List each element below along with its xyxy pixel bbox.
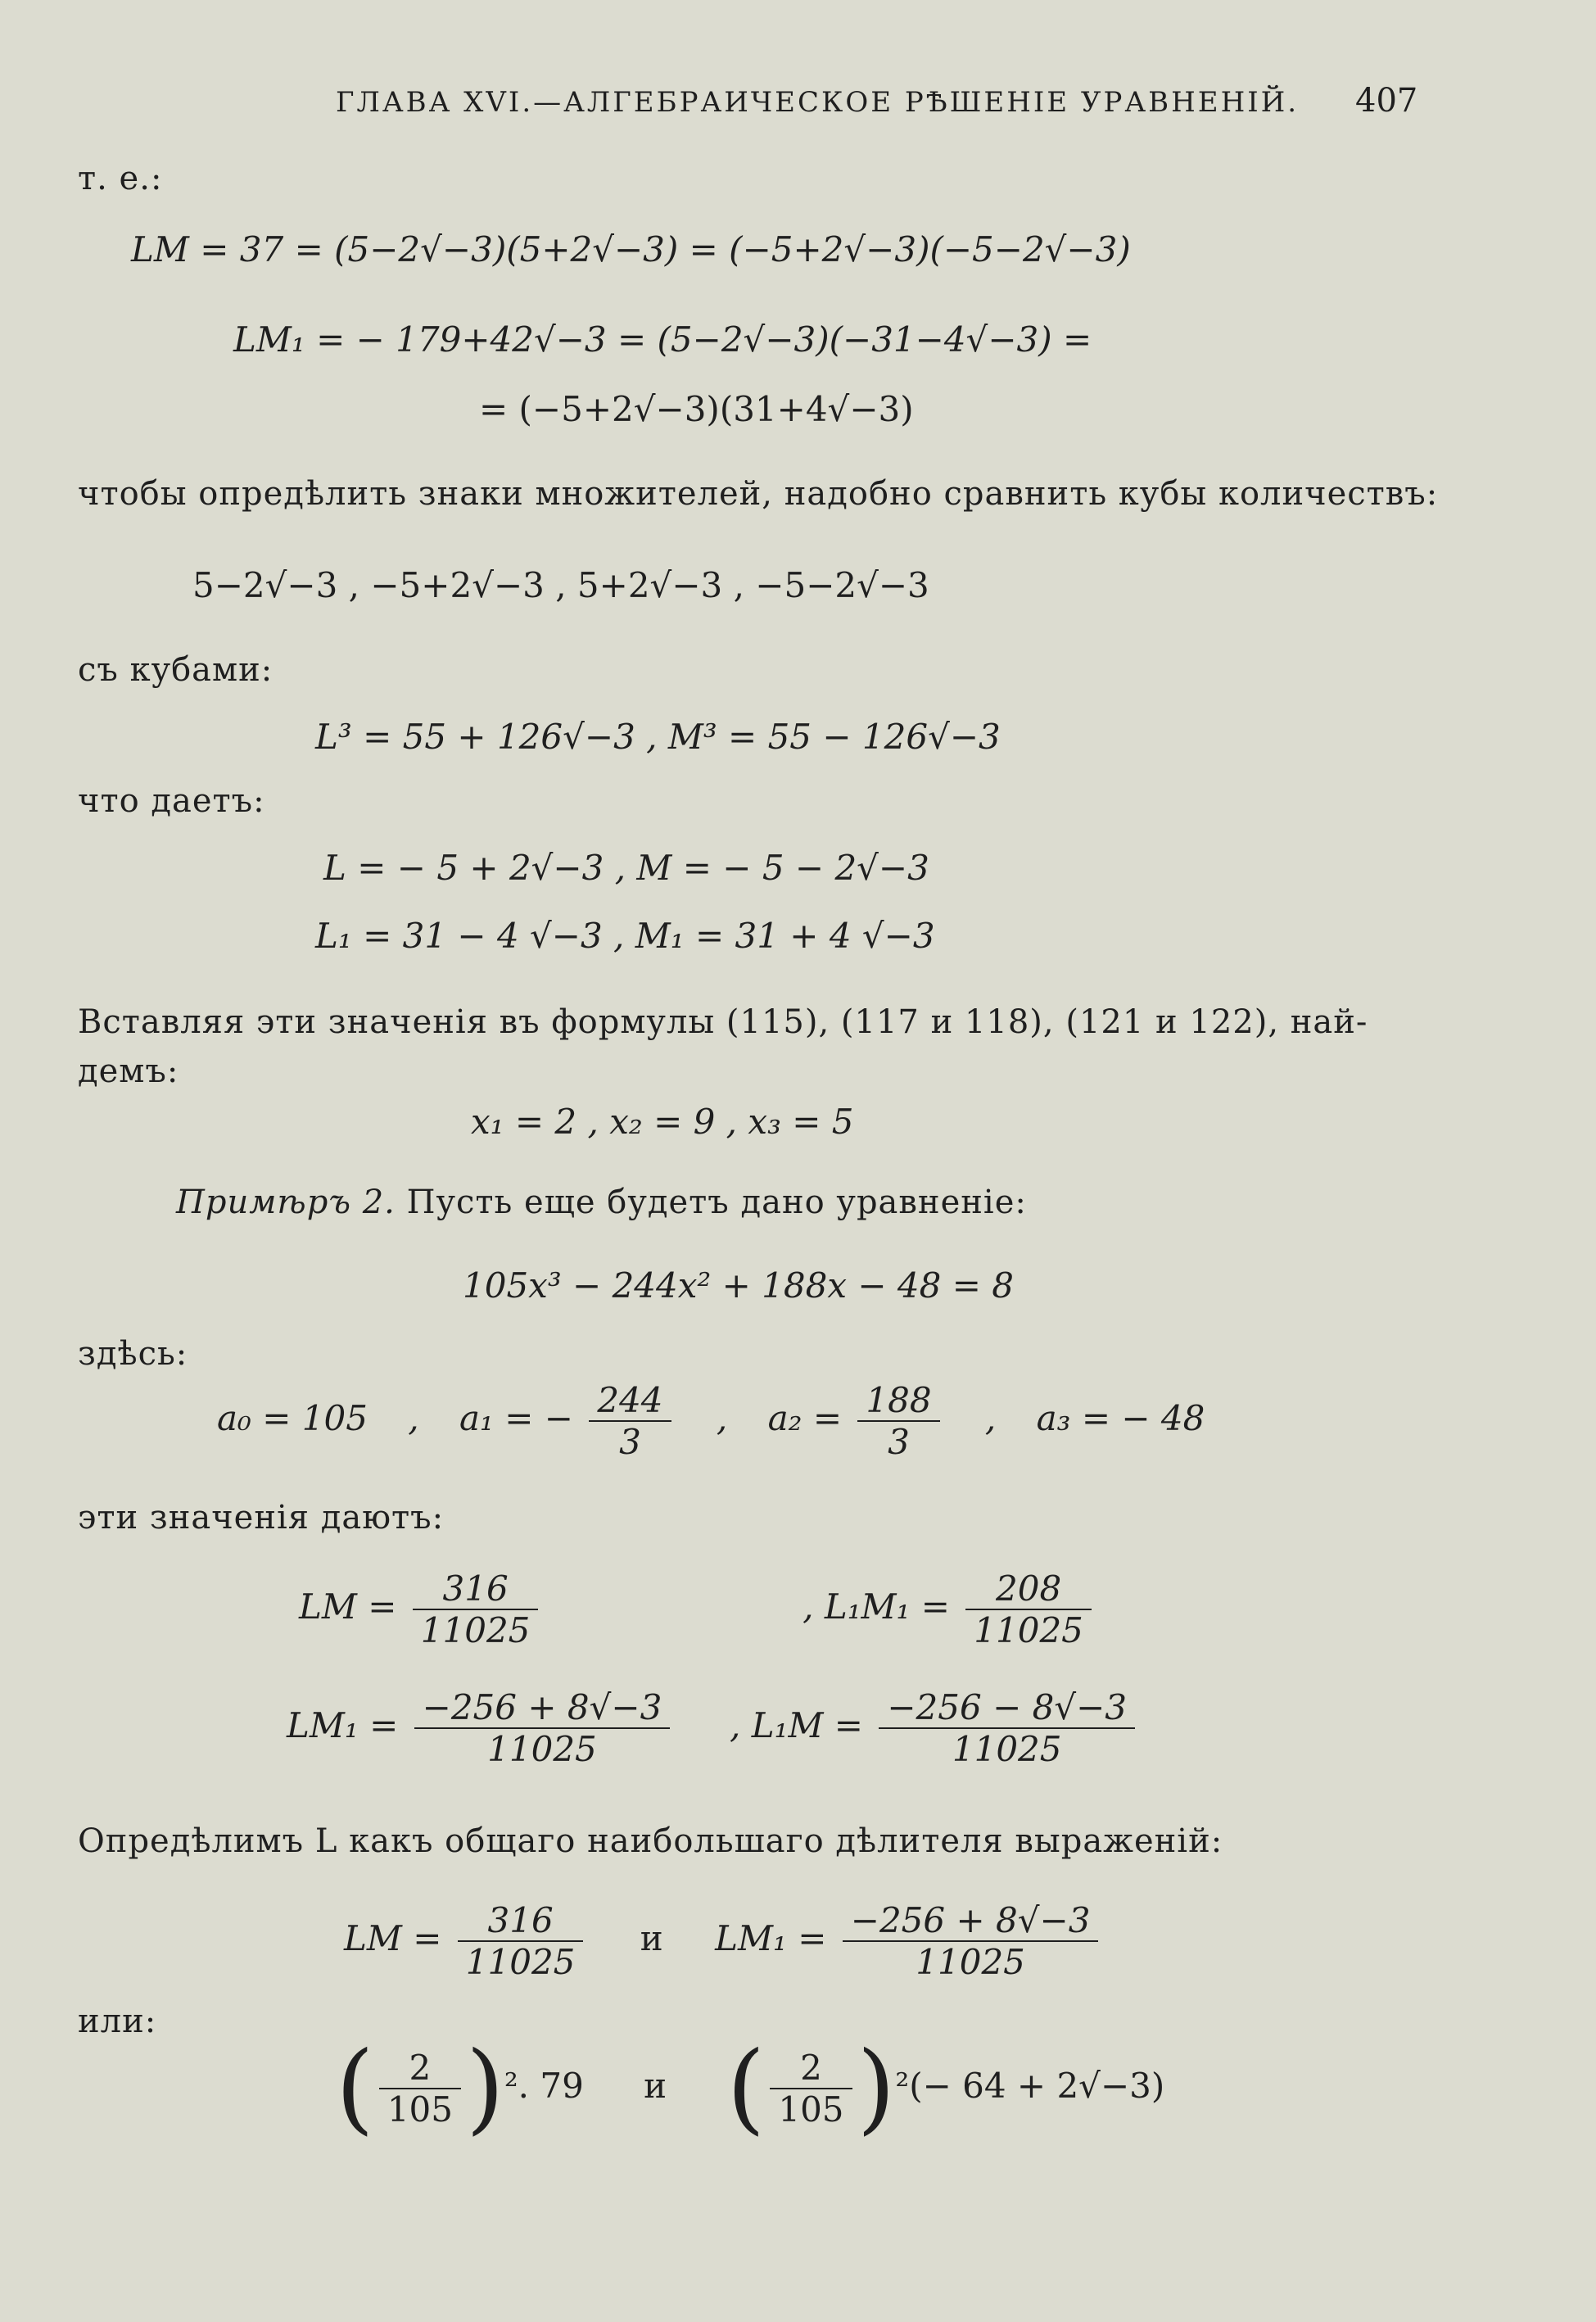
- page-number: 407: [1355, 82, 1418, 120]
- coef-a0: a₀ = 105: [217, 1398, 368, 1438]
- or-right-tail: ²(− 64 + 2√−3): [895, 2066, 1165, 2106]
- equation-roots: x₁ = 2 , x₂ = 9 , x₃ = 5: [471, 1102, 854, 1142]
- equation-cubes: L³ = 55 + 126√−3 , M³ = 55 − 126√−3: [315, 717, 1001, 757]
- coef-a3: a₃ = − 48: [1036, 1398, 1205, 1438]
- coef-a1-lhs: a₁ = −: [459, 1398, 573, 1438]
- lm-fraction: $\frac{316}{11025}$: [413, 1568, 539, 1650]
- paragraph-signs: чтобы опредѣлить знаки множителей, надобно сравнить кубы количествъ:: [78, 475, 1439, 513]
- or-left-tail: ². 79: [504, 2066, 584, 2106]
- equation-L-M: L = − 5 + 2√−3 , M = − 5 − 2√−3: [323, 848, 929, 888]
- lm1-fraction: $\frac{-256 + 8√-3}{11025}$: [414, 1687, 671, 1769]
- paragraph-insert-b: демъ:: [78, 1052, 179, 1090]
- intro-text: т. е.:: [78, 160, 163, 197]
- or-right-fraction: $\frac{2}{105}$: [770, 2048, 852, 2130]
- paragraph-gives: что даетъ:: [78, 782, 265, 820]
- paragraph-gcd: Опредѣлимъ L какъ общаго наибольшаго дѣлителя выраженій:: [78, 1822, 1223, 1860]
- example-label: Примѣръ 2.: [176, 1184, 396, 1221]
- gcd-lm-fraction: $\frac{316}{11025}$: [458, 1900, 584, 1982]
- running-header: ГЛАВА XVI.—АЛГЕБРАИЧЕСКОЕ РѢШЕНІЕ УРАВНЕНІЙ.: [336, 86, 1300, 119]
- equation-L1-M1: L₁ = 31 − 4 √−3 , M₁ = 31 + 4 √−3: [315, 916, 935, 956]
- gcd-and: и: [640, 1918, 663, 1958]
- l1m1-fraction: $\frac{208}{11025}$: [965, 1568, 1092, 1650]
- l1m-lhs: , L₁M =: [730, 1705, 863, 1745]
- equation-quantities: 5−2√−3 , −5+2√−3 , 5+2√−3 , −5−2√−3: [192, 565, 929, 605]
- l1m1-lhs: , L₁M₁ =: [803, 1586, 950, 1627]
- paragraph-here: здѣсь:: [78, 1335, 188, 1373]
- paragraph-insert-a: Вставляя эти значенія въ формулы (115), (117 и 118), (121 и 122), най-: [78, 1003, 1368, 1041]
- equation-lm1-b: = (−5+2√−3)(31+4√−3): [479, 389, 914, 429]
- paragraph-or: или:: [78, 2003, 157, 2040]
- lm1-lhs: LM₁ =: [287, 1705, 399, 1745]
- products-row-2: [287, 1687, 1140, 1769]
- paragraph-cubes: съ кубами:: [78, 651, 274, 689]
- products-row-1: [299, 1568, 1096, 1650]
- example-text: Пусть еще будетъ дано уравненіе:: [395, 1184, 1027, 1221]
- paragraph-values: эти значенія даютъ:: [78, 1499, 445, 1537]
- coef-a2-lhs: a₂ =: [767, 1398, 843, 1438]
- coefficients-row: a₀ = 105 , a₁ = − $\frac{244}{3}$ , a₂ = $\frac{188}{3}$ , a₃ = − 48: [217, 1380, 1205, 1462]
- coef-a2-fraction: $\frac{188}{3}$: [857, 1380, 939, 1462]
- equation-lm1-a: LM₁ = − 179+42√−3 = (5−2√−3)(−31−4√−3) =: [233, 319, 1092, 360]
- gcd-lm1-lhs: LM₁ =: [715, 1918, 827, 1958]
- coef-a1-fraction: $\frac{244}{3}$: [589, 1380, 671, 1462]
- gcd-row: [344, 1900, 1103, 1982]
- lm-lhs: LM =: [299, 1586, 397, 1627]
- l1m-fraction: $\frac{-256 - 8√-3}{11025}$: [879, 1687, 1135, 1769]
- or-row: ( $\frac{2}{105}$ )². 79 и ( $\frac{2}{105}$ )²(− 64 + 2√−3): [336, 2031, 1165, 2145]
- gcd-lm-lhs: LM =: [344, 1918, 442, 1958]
- equation-lm: LM = 37 = (5−2√−3)(5+2√−3) = (−5+2√−3)(−5−2√−3): [131, 229, 1131, 269]
- or-and: и: [644, 2066, 667, 2106]
- example-heading: [176, 1184, 1027, 1221]
- gcd-lm1-fraction: $\frac{-256 + 8√-3}{11025}$: [843, 1900, 1099, 1982]
- equation-cubic: 105x³ − 244x² + 188x − 48 = 8: [463, 1265, 1014, 1306]
- or-left-fraction: $\frac{2}{105}$: [379, 2048, 461, 2130]
